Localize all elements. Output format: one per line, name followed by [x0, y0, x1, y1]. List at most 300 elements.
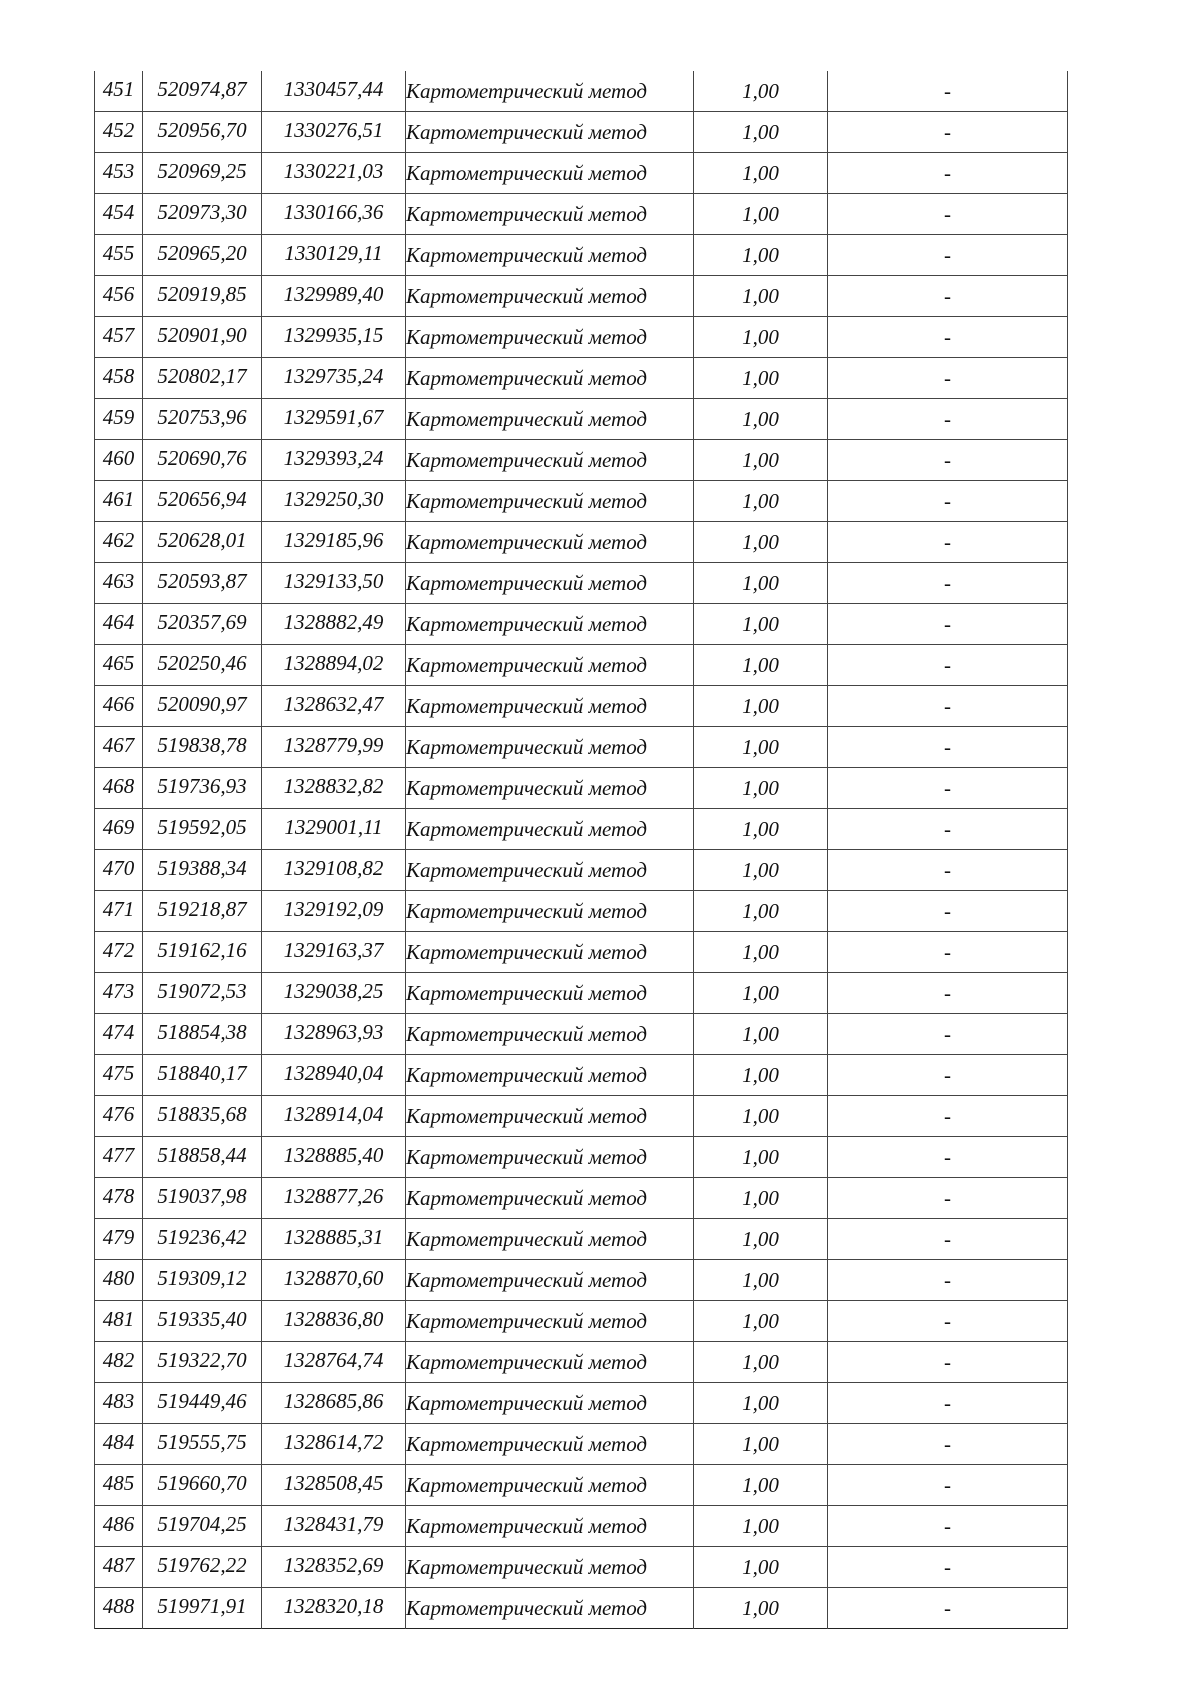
table-row: [95, 727, 1068, 768]
x-coordinate: 519592,05: [157, 815, 247, 839]
description-text: -: [944, 1309, 951, 1333]
method-cell: [406, 440, 694, 481]
description-text: -: [944, 1186, 951, 1210]
accuracy-cell: [694, 317, 828, 358]
method-text: Картометрический метод: [406, 1309, 648, 1333]
accuracy-value: 1,00: [742, 612, 779, 636]
table-row: [95, 1096, 1068, 1137]
method-cell: [406, 71, 694, 112]
description-text: -: [944, 243, 951, 267]
accuracy-value: 1,00: [742, 1063, 779, 1087]
description-cell: [828, 1506, 1068, 1547]
method-text: Картометрический метод: [406, 366, 648, 390]
accuracy-cell: [694, 1301, 828, 1342]
description-text: -: [944, 120, 951, 144]
x-coordinate-cell: [143, 276, 262, 317]
description-cell: [828, 1137, 1068, 1178]
table-row: [95, 1506, 1068, 1547]
point-number-cell: [95, 1383, 143, 1424]
point-number: 452: [102, 118, 135, 142]
x-coordinate-cell: [143, 1260, 262, 1301]
point-number-cell: [95, 1137, 143, 1178]
accuracy-cell: [694, 1506, 828, 1547]
x-coordinate-cell: [143, 1096, 262, 1137]
y-coordinate-cell: [262, 973, 406, 1014]
y-coordinate-cell: [262, 563, 406, 604]
accuracy-cell: [694, 235, 828, 276]
description-cell: [828, 809, 1068, 850]
point-number: 479: [102, 1225, 135, 1249]
y-coordinate-cell: [262, 686, 406, 727]
y-coordinate-cell: [262, 891, 406, 932]
description-cell: [828, 850, 1068, 891]
method-text: Картометрический метод: [406, 448, 648, 472]
method-cell: [406, 1137, 694, 1178]
description-text: -: [944, 1350, 951, 1374]
description-cell: [828, 891, 1068, 932]
y-coordinate-cell: [262, 481, 406, 522]
table-row: [95, 399, 1068, 440]
y-coordinate-cell: [262, 1096, 406, 1137]
table-row: [95, 522, 1068, 563]
x-coordinate-cell: [143, 1055, 262, 1096]
point-number: 458: [102, 364, 135, 388]
method-cell: [406, 481, 694, 522]
y-coordinate-cell: [262, 440, 406, 481]
x-coordinate-cell: [143, 1588, 262, 1629]
description-text: -: [944, 161, 951, 185]
description-cell: [828, 358, 1068, 399]
description-cell: [828, 1178, 1068, 1219]
point-number-cell: [95, 522, 143, 563]
accuracy-cell: [694, 522, 828, 563]
accuracy-value: 1,00: [742, 817, 779, 841]
x-coordinate-cell: [143, 440, 262, 481]
y-coordinate-cell: [262, 1506, 406, 1547]
point-number: 453: [102, 159, 135, 183]
description-text: -: [944, 202, 951, 226]
description-cell: [828, 194, 1068, 235]
y-coordinate: 1329591,67: [283, 405, 384, 429]
table-row: [95, 1383, 1068, 1424]
y-coordinate: 1328836,80: [283, 1307, 384, 1331]
accuracy-cell: [694, 1424, 828, 1465]
method-cell: [406, 1547, 694, 1588]
description-cell: [828, 604, 1068, 645]
point-number: 467: [102, 733, 135, 757]
x-coordinate-cell: [143, 1219, 262, 1260]
x-coordinate-cell: [143, 1547, 262, 1588]
table-row: [95, 809, 1068, 850]
method-text: Картометрический метод: [406, 1186, 648, 1210]
method-text: Картометрический метод: [406, 817, 648, 841]
method-text: Картометрический метод: [406, 735, 648, 759]
description-cell: [828, 727, 1068, 768]
x-coordinate-cell: [143, 1137, 262, 1178]
description-cell: [828, 563, 1068, 604]
method-cell: [406, 317, 694, 358]
method-cell: [406, 194, 694, 235]
point-number-cell: [95, 153, 143, 194]
description-text: -: [944, 1473, 951, 1497]
method-cell: [406, 358, 694, 399]
point-number-cell: [95, 850, 143, 891]
description-text: -: [944, 325, 951, 349]
description-cell: [828, 71, 1068, 112]
y-coordinate-cell: [262, 1178, 406, 1219]
point-number-cell: [95, 71, 143, 112]
y-coordinate-cell: [262, 235, 406, 276]
method-cell: [406, 1588, 694, 1629]
description-cell: [828, 1301, 1068, 1342]
method-text: Картометрический метод: [406, 1227, 648, 1251]
description-cell: [828, 522, 1068, 563]
x-coordinate-cell: [143, 1178, 262, 1219]
point-number-cell: [95, 358, 143, 399]
y-coordinate: 1328431,79: [283, 1512, 384, 1536]
x-coordinate: 520753,96: [157, 405, 247, 429]
point-number: 478: [102, 1184, 135, 1208]
x-coordinate: 520901,90: [157, 323, 247, 347]
accuracy-value: 1,00: [742, 1391, 779, 1415]
y-coordinate-cell: [262, 809, 406, 850]
y-coordinate: 1328877,26: [283, 1184, 384, 1208]
table-row: [95, 1342, 1068, 1383]
y-coordinate-cell: [262, 1219, 406, 1260]
accuracy-cell: [694, 891, 828, 932]
point-number: 476: [102, 1102, 135, 1126]
point-number-cell: [95, 1055, 143, 1096]
accuracy-cell: [694, 1137, 828, 1178]
accuracy-cell: [694, 850, 828, 891]
point-number-cell: [95, 1219, 143, 1260]
description-text: -: [944, 1145, 951, 1169]
table-row: [95, 1588, 1068, 1629]
accuracy-value: 1,00: [742, 1432, 779, 1456]
x-coordinate-cell: [143, 71, 262, 112]
description-text: -: [944, 1268, 951, 1292]
description-cell: [828, 768, 1068, 809]
point-number-cell: [95, 645, 143, 686]
method-cell: [406, 276, 694, 317]
method-cell: [406, 1014, 694, 1055]
x-coordinate: 519218,87: [157, 897, 247, 921]
table-row: [95, 645, 1068, 686]
accuracy-cell: [694, 481, 828, 522]
x-coordinate-cell: [143, 891, 262, 932]
description-text: -: [944, 1514, 951, 1538]
description-text: -: [944, 366, 951, 390]
table-row: [95, 235, 1068, 276]
y-coordinate: 1328764,74: [283, 1348, 384, 1372]
method-text: Картометрический метод: [406, 161, 648, 185]
description-text: -: [944, 79, 951, 103]
point-number: 464: [102, 610, 135, 634]
description-text: -: [944, 735, 951, 759]
y-coordinate-cell: [262, 932, 406, 973]
method-text: Картометрический метод: [406, 653, 648, 677]
accuracy-cell: [694, 440, 828, 481]
point-number: 481: [102, 1307, 135, 1331]
description-cell: [828, 235, 1068, 276]
y-coordinate-cell: [262, 768, 406, 809]
accuracy-value: 1,00: [742, 776, 779, 800]
y-coordinate: 1328508,45: [283, 1471, 384, 1495]
table-row: [95, 686, 1068, 727]
accuracy-value: 1,00: [742, 694, 779, 718]
description-text: -: [944, 284, 951, 308]
accuracy-value: 1,00: [742, 899, 779, 923]
y-coordinate: 1328685,86: [283, 1389, 384, 1413]
description-text: -: [944, 899, 951, 923]
x-coordinate: 519236,42: [157, 1225, 247, 1249]
method-text: Картометрический метод: [406, 1145, 648, 1169]
y-coordinate: 1329133,50: [283, 569, 384, 593]
x-coordinate-cell: [143, 850, 262, 891]
method-text: Картометрический метод: [406, 79, 648, 103]
method-cell: [406, 235, 694, 276]
description-cell: [828, 1547, 1068, 1588]
table-row: [95, 194, 1068, 235]
description-cell: [828, 481, 1068, 522]
method-cell: [406, 809, 694, 850]
y-coordinate: 1330221,03: [283, 159, 384, 183]
method-cell: [406, 1219, 694, 1260]
point-number-cell: [95, 768, 143, 809]
y-coordinate: 1330457,44: [283, 77, 384, 101]
y-coordinate: 1328870,60: [283, 1266, 384, 1290]
point-number: 462: [102, 528, 135, 552]
point-number-cell: [95, 932, 143, 973]
description-cell: [828, 1260, 1068, 1301]
method-text: Картометрический метод: [406, 530, 648, 554]
method-text: Картометрический метод: [406, 243, 648, 267]
point-number-cell: [95, 1301, 143, 1342]
point-number-cell: [95, 276, 143, 317]
method-cell: [406, 1055, 694, 1096]
x-coordinate: 519704,25: [157, 1512, 247, 1536]
method-text: Картометрический метод: [406, 858, 648, 882]
accuracy-value: 1,00: [742, 407, 779, 431]
y-coordinate: 1329185,96: [283, 528, 384, 552]
description-text: -: [944, 489, 951, 513]
description-cell: [828, 153, 1068, 194]
y-coordinate-cell: [262, 850, 406, 891]
point-number-cell: [95, 1260, 143, 1301]
method-text: Картометрический метод: [406, 1104, 648, 1128]
method-cell: [406, 1260, 694, 1301]
description-cell: [828, 1014, 1068, 1055]
accuracy-value: 1,00: [742, 653, 779, 677]
accuracy-value: 1,00: [742, 1473, 779, 1497]
accuracy-cell: [694, 1547, 828, 1588]
accuracy-value: 1,00: [742, 243, 779, 267]
accuracy-cell: [694, 727, 828, 768]
point-number: 466: [102, 692, 135, 716]
method-text: Картометрический метод: [406, 612, 648, 636]
y-coordinate: 1330129,11: [284, 241, 383, 265]
x-coordinate: 519335,40: [157, 1307, 247, 1331]
description-text: -: [944, 653, 951, 677]
accuracy-value: 1,00: [742, 1104, 779, 1128]
y-coordinate: 1329108,82: [283, 856, 384, 880]
table-row: [95, 317, 1068, 358]
point-number: 487: [102, 1553, 135, 1577]
x-coordinate-cell: [143, 317, 262, 358]
point-number-cell: [95, 1178, 143, 1219]
x-coordinate-cell: [143, 358, 262, 399]
point-number-cell: [95, 686, 143, 727]
method-cell: [406, 1424, 694, 1465]
description-text: -: [944, 940, 951, 964]
accuracy-cell: [694, 932, 828, 973]
point-number-cell: [95, 112, 143, 153]
x-coordinate-cell: [143, 153, 262, 194]
y-coordinate-cell: [262, 1547, 406, 1588]
accuracy-cell: [694, 1383, 828, 1424]
table-row: [95, 112, 1068, 153]
x-coordinate: 519971,91: [157, 1594, 247, 1618]
accuracy-cell: [694, 194, 828, 235]
point-number: 488: [102, 1594, 135, 1618]
x-coordinate-cell: [143, 399, 262, 440]
y-coordinate-cell: [262, 358, 406, 399]
table-row: [95, 604, 1068, 645]
y-coordinate: 1329250,30: [283, 487, 384, 511]
x-coordinate-cell: [143, 973, 262, 1014]
point-number-cell: [95, 891, 143, 932]
table-row: [95, 850, 1068, 891]
accuracy-value: 1,00: [742, 1596, 779, 1620]
method-cell: [406, 1383, 694, 1424]
accuracy-cell: [694, 1014, 828, 1055]
method-cell: [406, 1465, 694, 1506]
point-number: 473: [102, 979, 135, 1003]
y-coordinate-cell: [262, 1137, 406, 1178]
x-coordinate-cell: [143, 604, 262, 645]
table-row: [95, 1055, 1068, 1096]
accuracy-cell: [694, 1178, 828, 1219]
point-number: 477: [102, 1143, 135, 1167]
accuracy-value: 1,00: [742, 325, 779, 349]
y-coordinate-cell: [262, 1014, 406, 1055]
table-row: [95, 1219, 1068, 1260]
method-cell: [406, 727, 694, 768]
y-coordinate: 1328885,31: [283, 1225, 384, 1249]
y-coordinate-cell: [262, 112, 406, 153]
table-row: [95, 1465, 1068, 1506]
point-number-cell: [95, 1547, 143, 1588]
x-coordinate: 518858,44: [157, 1143, 247, 1167]
method-cell: [406, 563, 694, 604]
x-coordinate: 520969,25: [157, 159, 247, 183]
method-text: Картометрический метод: [406, 1063, 648, 1087]
method-text: Картометрический метод: [406, 489, 648, 513]
accuracy-value: 1,00: [742, 1227, 779, 1251]
description-cell: [828, 399, 1068, 440]
x-coordinate: 520656,94: [157, 487, 247, 511]
accuracy-cell: [694, 686, 828, 727]
accuracy-value: 1,00: [742, 981, 779, 1005]
x-coordinate: 520974,87: [157, 77, 247, 101]
accuracy-cell: [694, 1096, 828, 1137]
x-coordinate-cell: [143, 1465, 262, 1506]
description-cell: [828, 1383, 1068, 1424]
method-text: Картометрический метод: [406, 899, 648, 923]
description-cell: [828, 112, 1068, 153]
y-coordinate: 1328832,82: [283, 774, 384, 798]
y-coordinate: 1328320,18: [283, 1594, 384, 1618]
accuracy-cell: [694, 399, 828, 440]
accuracy-cell: [694, 973, 828, 1014]
accuracy-value: 1,00: [742, 530, 779, 554]
description-text: -: [944, 694, 951, 718]
description-text: -: [944, 530, 951, 554]
method-text: Картометрический метод: [406, 776, 648, 800]
y-coordinate-cell: [262, 1055, 406, 1096]
y-coordinate-cell: [262, 1301, 406, 1342]
x-coordinate: 519449,46: [157, 1389, 247, 1413]
method-text: Картометрический метод: [406, 1391, 648, 1415]
point-number-cell: [95, 809, 143, 850]
x-coordinate: 520965,20: [157, 241, 247, 265]
y-coordinate: 1328882,49: [283, 610, 384, 634]
x-coordinate-cell: [143, 1014, 262, 1055]
y-coordinate: 1328963,93: [283, 1020, 384, 1044]
description-cell: [828, 1096, 1068, 1137]
accuracy-cell: [694, 604, 828, 645]
point-number-cell: [95, 317, 143, 358]
point-number: 486: [102, 1512, 135, 1536]
x-coordinate-cell: [143, 727, 262, 768]
x-coordinate: 518854,38: [157, 1020, 247, 1044]
description-cell: [828, 276, 1068, 317]
x-coordinate: 520690,76: [157, 446, 247, 470]
point-number: 474: [102, 1020, 135, 1044]
method-cell: [406, 112, 694, 153]
method-text: Картометрический метод: [406, 1432, 648, 1456]
method-cell: [406, 1342, 694, 1383]
point-number-cell: [95, 1096, 143, 1137]
method-cell: [406, 891, 694, 932]
method-cell: [406, 1178, 694, 1219]
y-coordinate: 1328914,04: [283, 1102, 384, 1126]
y-coordinate-cell: [262, 522, 406, 563]
method-text: Картометрический метод: [406, 120, 648, 144]
description-text: -: [944, 1063, 951, 1087]
accuracy-value: 1,00: [742, 489, 779, 513]
point-number-cell: [95, 235, 143, 276]
description-cell: [828, 645, 1068, 686]
accuracy-cell: [694, 563, 828, 604]
y-coordinate: 1329001,11: [284, 815, 383, 839]
description-cell: [828, 932, 1068, 973]
accuracy-cell: [694, 1219, 828, 1260]
x-coordinate: 519322,70: [157, 1348, 247, 1372]
x-coordinate: 519037,98: [157, 1184, 247, 1208]
method-cell: [406, 850, 694, 891]
accuracy-cell: [694, 809, 828, 850]
accuracy-value: 1,00: [742, 1555, 779, 1579]
point-number: 480: [102, 1266, 135, 1290]
x-coordinate: 519072,53: [157, 979, 247, 1003]
x-coordinate: 519660,70: [157, 1471, 247, 1495]
point-number-cell: [95, 1014, 143, 1055]
y-coordinate: 1329163,37: [283, 938, 384, 962]
y-coordinate-cell: [262, 727, 406, 768]
point-number: 465: [102, 651, 135, 675]
table-row: [95, 1178, 1068, 1219]
